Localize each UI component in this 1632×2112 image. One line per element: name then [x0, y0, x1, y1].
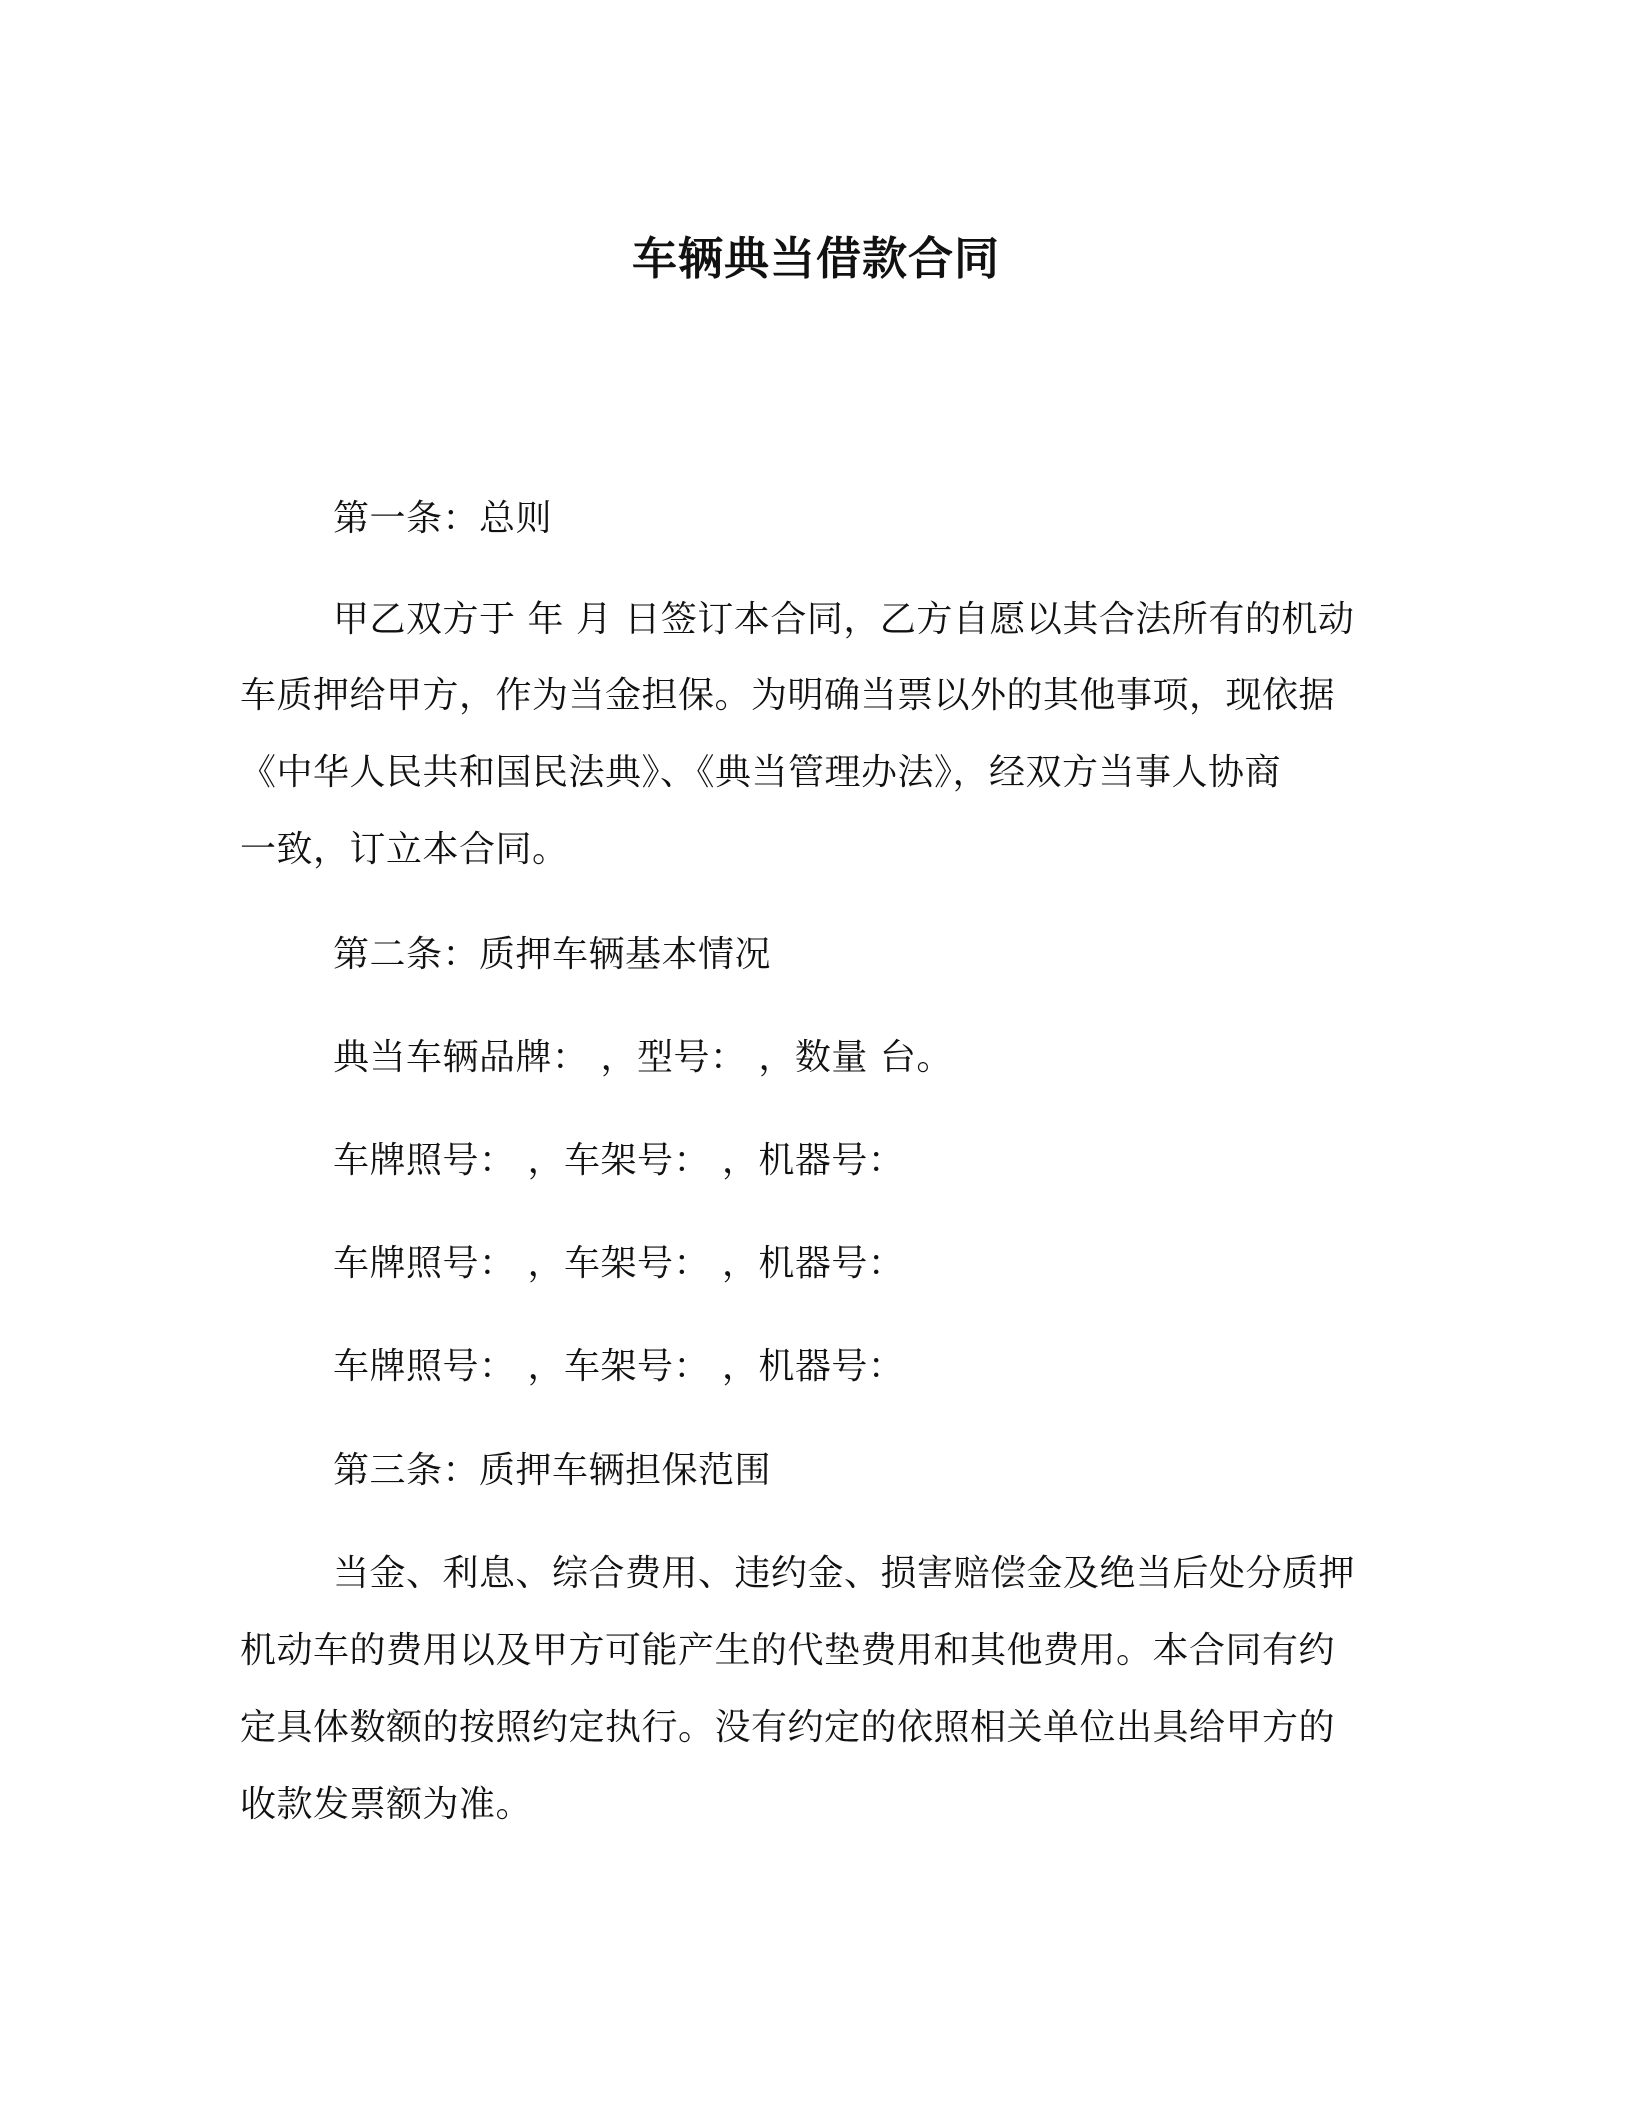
article-3-line-3: 定具体数额的按照约定执行。没有约定的依照相关单位出具给甲方的	[240, 1707, 1336, 1748]
article-1-line-3: 《中华人民共和国民法典》、《典当管理办法》，经双方当事人协商	[240, 752, 1282, 793]
article-3-heading: 第三条：质押车辆担保范围	[333, 1450, 772, 1491]
article-1-heading: 第一条：总则	[333, 498, 553, 539]
article-1-line-1: 甲乙双方于 年 月 日签订本合同，乙方自愿以其合法所有的机动	[333, 599, 1355, 640]
article-2-heading: 第二条：质押车辆基本情况	[333, 934, 772, 975]
plate-line-1: 车牌照号： ，车架号： ，机器号：	[333, 1140, 905, 1181]
article-3-line-4: 收款发票额为准。	[240, 1784, 533, 1825]
article-1-line-4: 一致，订立本合同。	[240, 829, 569, 870]
article-3-line-1: 当金、利息、综合费用、违约金、损害赔偿金及绝当后处分质押	[333, 1553, 1356, 1594]
article-1-line-2: 车质押给甲方，作为当金担保。为明确当票以外的其他事项，现依据	[240, 675, 1336, 716]
plate-line-3: 车牌照号： ，车架号： ，机器号：	[333, 1346, 905, 1387]
plate-line-2: 车牌照号： ，车架号： ，机器号：	[333, 1243, 905, 1284]
article-3-line-2: 机动车的费用以及甲方可能产生的代垫费用和其他费用。本合同有约	[240, 1630, 1336, 1671]
vehicle-brand-line: 典当车辆品牌： ，型号： ，数量 台。	[333, 1037, 953, 1078]
document-title: 车辆典当借款合同	[631, 232, 1000, 285]
